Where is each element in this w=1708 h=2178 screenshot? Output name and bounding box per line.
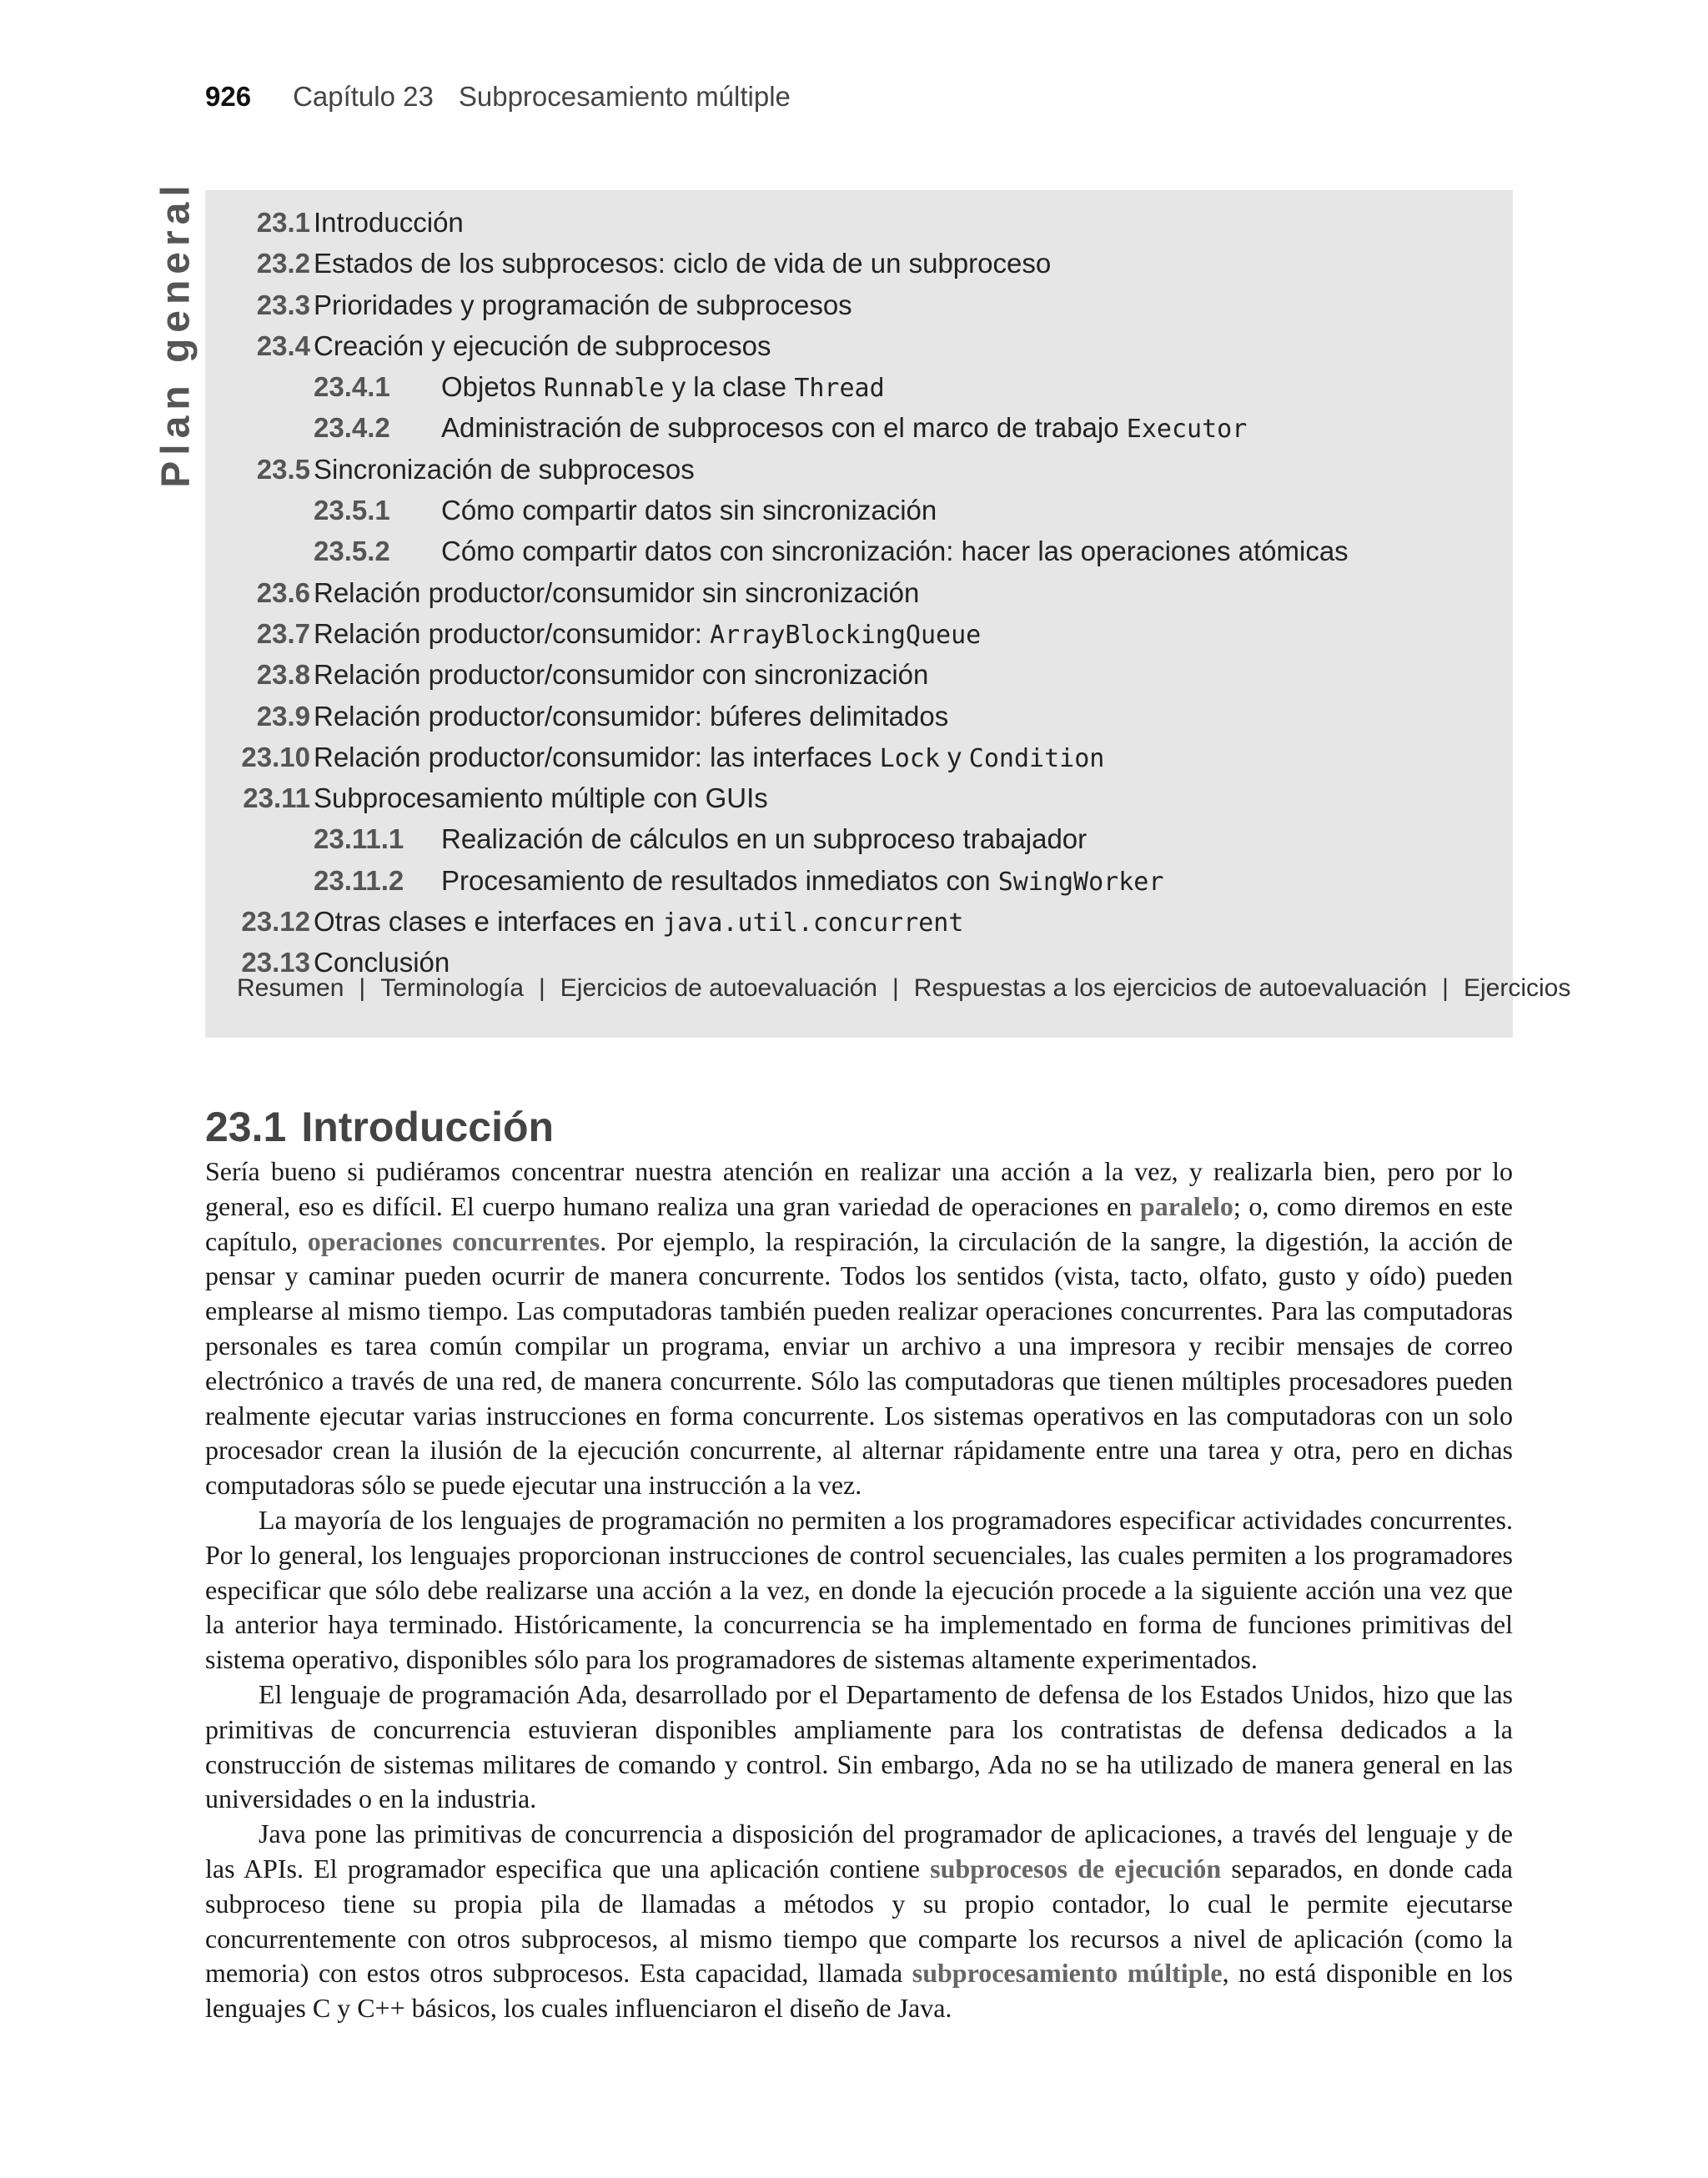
outline-item xyxy=(205,449,1513,490)
text-run: , no está disponible en los lenguajes C y C++ básicos, los cuales influenciaron el diseño de Java. xyxy=(205,1958,1514,2024)
outline-item-number: 23.2 xyxy=(256,248,310,279)
outline-footer-links xyxy=(237,974,1570,1003)
text-run: Sincronización de subprocesos xyxy=(314,453,695,485)
outline-item xyxy=(205,366,1513,407)
outline-item-number: 23.4.2 xyxy=(314,412,390,444)
chapter-label: Capítulo 23 xyxy=(293,81,434,112)
code-term: Condition xyxy=(968,743,1105,773)
outline-item-title xyxy=(314,325,771,366)
outline-item-number: 23.11.2 xyxy=(314,864,404,896)
outline-item-title xyxy=(314,737,1104,779)
section-title: Introducción xyxy=(301,1104,555,1150)
outline-item-title xyxy=(314,284,852,325)
text-run: Relación productor/consumidor sin sincronización xyxy=(314,576,920,608)
outline-item-number: 23.13 xyxy=(241,947,310,978)
outline-item-number: 23.5.1 xyxy=(314,495,390,526)
outline-item-number: 23.7 xyxy=(256,617,310,649)
text-run: Relación productor/consumidor: las interfaces xyxy=(314,741,880,772)
text-run: Introducción xyxy=(314,207,464,238)
text-run: Conclusión xyxy=(314,947,450,978)
outline-item-title xyxy=(441,860,1163,903)
separator: | xyxy=(538,974,545,1002)
text-run: Sería bueno si pudiéramos concentrar nuestra atención en realizar una acción a la vez, y realizarla bien, pero por lo general, eso es difícil. El cuerpo humano realiza una gran variedad de operaciones en xyxy=(205,1156,1513,1221)
body-paragraph xyxy=(205,1503,1513,1678)
outline-item xyxy=(205,202,1513,243)
outline-item xyxy=(205,654,1513,695)
text-run: Creación y ejecución de subprocesos xyxy=(314,329,771,361)
text-run: Otras clases e interfaces en xyxy=(314,906,663,938)
section-body xyxy=(205,1154,1513,2026)
text-run: Procesamiento de resultados inmediatos con xyxy=(441,864,998,896)
outline-item xyxy=(205,901,1513,942)
outline-item xyxy=(205,696,1513,737)
outline-item-number: 23.8 xyxy=(256,659,310,691)
outline-item-title xyxy=(441,818,1087,859)
text-run: y la clase xyxy=(664,371,795,403)
text-run: Cómo compartir datos sin sincronización xyxy=(441,495,937,526)
outline-item-title xyxy=(314,901,963,943)
code-term: ArrayBlockingQueue xyxy=(710,620,982,650)
body-paragraph xyxy=(205,1817,1513,2026)
outline-item xyxy=(205,777,1513,818)
outline-item xyxy=(205,613,1513,654)
outline-item-number: 23.11 xyxy=(243,782,310,814)
outline-item-number: 23.4 xyxy=(256,329,310,361)
outline-item-title xyxy=(441,490,937,531)
text-run: Realización de cálculos en un subproceso trabajador xyxy=(441,823,1088,855)
outline-item xyxy=(205,243,1513,284)
outline-item-title xyxy=(314,243,1051,284)
separator: | xyxy=(892,974,899,1002)
outline-item-number: 23.11.1 xyxy=(314,823,404,855)
outline-item-title xyxy=(314,202,464,243)
code-term: Lock xyxy=(879,743,940,773)
outline-item-number: 23.3 xyxy=(256,289,310,320)
text-run: Objetos xyxy=(441,371,544,403)
text-run: Relación productor/consumidor: búferes delimitados xyxy=(314,700,949,732)
outline-item xyxy=(205,325,1513,366)
separator: | xyxy=(1442,974,1449,1002)
outline-item-title xyxy=(441,366,885,409)
key-term: subprocesamiento múltiple xyxy=(912,1958,1223,1989)
page-number: 926 xyxy=(205,81,252,112)
body-paragraph xyxy=(205,1678,1513,1817)
code-term: SwingWorker xyxy=(997,867,1164,897)
text-run: Cómo compartir datos con sincronización: hacer las operaciones atómicas xyxy=(441,536,1349,567)
chapter-outline xyxy=(205,190,1571,1038)
outline-footer-link: Resumen xyxy=(237,974,344,1002)
outline-item-title xyxy=(314,613,981,656)
text-run: Relación productor/consumidor: xyxy=(314,617,711,649)
running-header xyxy=(205,81,791,113)
text-run: separados, en donde cada subproceso tiene su propia pila de llamadas a métodos y su propio contador, lo cual le permite ejecutarse concurrentemente con otros subprocesos, al mismo tiempo que comparte los recursos a nivel de aplicación (como la memoria) con estos otros subprocesos. Esta capacidad, llamada xyxy=(205,1853,1514,1989)
outline-item xyxy=(205,818,1513,859)
separator: | xyxy=(359,974,366,1002)
outline-item-title xyxy=(314,777,768,818)
chapter-title: Subprocesamiento múltiple xyxy=(458,81,791,112)
outline-item-number: 23.6 xyxy=(256,576,310,608)
outline-item xyxy=(205,284,1513,325)
text-run: Java pone las primitivas de concurrencia a disposición del programador de aplicaciones, a través del lenguaje y de las APIs. El programador especifica que una aplicación contiene xyxy=(205,1818,1513,1884)
outline-item-number: 23.1 xyxy=(256,207,310,238)
text-run: Administración de subprocesos con el marco de trabajo xyxy=(441,412,1127,444)
code-term: Executor xyxy=(1126,415,1248,445)
outline-footer-link: Ejercicios xyxy=(1463,974,1571,1002)
text-run: Relación productor/consumidor con sincronización xyxy=(314,659,929,691)
section-number: 23.1 xyxy=(205,1104,287,1150)
outline-list xyxy=(205,202,1513,983)
code-term: Runnable xyxy=(543,374,665,404)
side-label xyxy=(153,179,198,488)
outline-item-title xyxy=(314,654,928,695)
text-run: y xyxy=(939,741,969,772)
outline-item-number: 23.5.2 xyxy=(314,536,390,567)
code-term: Thread xyxy=(794,374,885,404)
text-run: El lenguaje de programación Ada, desarrollado por el Departamento de defensa de los Estados Unidos, hizo que las primitivas de concurrencia estuvieran disponibles ampliamente para los contratistas de defensa dedicados a la construcción de sistemas militares de comando y control. Sin embargo, Ada no se ha utilizado de manera general en las universidades o en la industria. xyxy=(205,1678,1513,1814)
text-run: . Por ejemplo, la respiración, la circulación de la sangre, la digestión, la acción de pensar y caminar pueden ocurrir de manera concurrente. Todos los sentidos (vista, tacto, olfato, gusto y oído) pueden emplearse al mismo tiempo. Las computadoras también pueden realizar operaciones concurrentes. Para las computadoras personales es tarea común compilar un programa, enviar un archivo a una impresora y recibir mensajes de correo electrónico a través de una red, de manera concurrente. Sólo las computadoras que tienen múltiples procesadores pueden realmente ejecutar varias instrucciones en forma concurrente. Los sistemas operativos en las computadoras con un solo procesador crean la ilusión de la ejecución concurrente, al alternar rápidamente entre una tarea y otra, pero en dichas computadoras sólo se puede ejecutar una instrucción a la vez. xyxy=(205,1225,1514,1501)
outline-item-number: 23.5 xyxy=(256,453,310,485)
key-term: paralelo xyxy=(1139,1190,1233,1221)
text-run: Prioridades y programación de subprocesos xyxy=(314,289,852,320)
key-term: operaciones concurrentes xyxy=(307,1225,600,1256)
key-term: subprocesos de ejecución xyxy=(930,1853,1222,1884)
outline-footer-link: Terminología xyxy=(380,974,524,1002)
outline-item-number: 23.12 xyxy=(241,906,310,938)
text-run: Estados de los subprocesos: ciclo de vida de un subproceso xyxy=(314,248,1052,279)
outline-item xyxy=(205,737,1513,777)
outline-item-number: 23.10 xyxy=(241,741,310,772)
outline-item-number: 23.9 xyxy=(256,700,310,732)
text-run: ; o, como diremos en este capítulo, xyxy=(205,1190,1514,1256)
side-label-text: Plan general xyxy=(153,179,198,488)
outline-item xyxy=(205,407,1513,448)
text-run: La mayoría de los lenguajes de programación no permiten a los programadores especificar actividades concurrentes. Por lo general, los lenguajes proporcionan instrucciones de control secuenciales, las cuales permiten a los programadores especificar que sólo debe realizarse una acción a la vez, en donde la ejecución procede a la siguiente acción una vez que la anterior haya terminado. Históricamente, la concurrencia se ha implementado en forma de funciones primitivas del sistema operativo, disponibles sólo para los programadores de sistemas altamente experimentados. xyxy=(205,1504,1513,1675)
text-run: Subprocesamiento múltiple con GUIs xyxy=(314,782,768,814)
outline-item-number: 23.4.1 xyxy=(314,371,390,403)
outline-item-title xyxy=(441,531,1349,571)
outline-item-title xyxy=(314,572,919,613)
outline-item xyxy=(205,531,1513,571)
code-term: java.util.concurrent xyxy=(662,908,964,938)
section-heading xyxy=(205,1103,554,1151)
outline-footer-link: Respuestas a los ejercicios de autoevaluación xyxy=(913,974,1428,1002)
outline-footer-link: Ejercicios de autoevaluación xyxy=(560,974,877,1002)
outline-item xyxy=(205,572,1513,613)
body-paragraph xyxy=(205,1154,1513,1503)
outline-item-title xyxy=(314,449,695,490)
outline-item-title xyxy=(441,407,1247,450)
outline-item xyxy=(205,490,1513,531)
outline-item-title xyxy=(314,696,948,737)
outline-item xyxy=(205,860,1513,901)
